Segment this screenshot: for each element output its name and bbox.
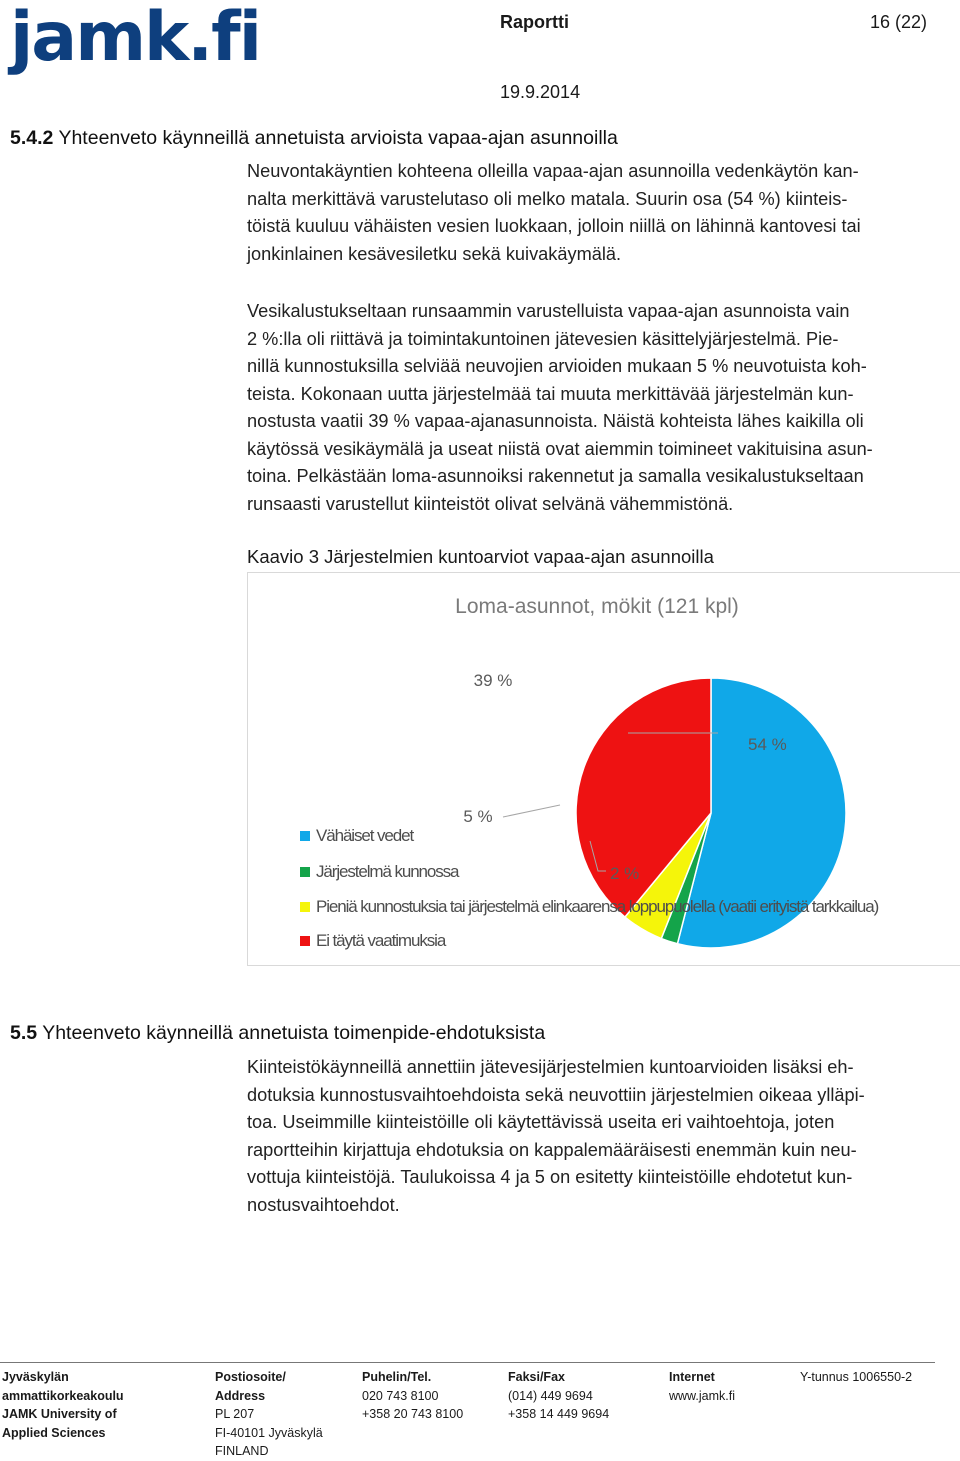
footer-text: Internet xyxy=(669,1370,715,1384)
section-heading-5-5 xyxy=(10,1022,545,1045)
line: toa. Useimmille kiinteistöille oli käytettävissä useita eri vaihtoehtoja, joten xyxy=(247,1112,835,1132)
line: nalta merkittävä varustelutaso oli melko matala. Suurin osa (54 %) kiinteis- xyxy=(247,188,848,209)
line: toina. Pelkästään loma-asunnoiksi rakennetut ja samalla vesikalustukseltaan xyxy=(247,466,864,486)
line: Vesikalustukseltaan runsaammin varustelluista vapaa-ajan asunnoista vain xyxy=(247,301,850,321)
line: Kiinteistökäynneillä annettiin jätevesijärjestelmien kuntoarvioiden lisäksi eh- xyxy=(247,1057,854,1077)
line: jonkinlainen kesävesiletku sekä kuivakäymälä. xyxy=(247,243,622,264)
footer-text: Puhelin/Tel. xyxy=(362,1370,432,1384)
footer-col-business-id xyxy=(800,1368,912,1387)
legend-label: Järjestelmä kunnossa xyxy=(316,862,459,881)
legend-label: Ei täytä vaatimuksia xyxy=(316,931,446,950)
line: nostusta vaatii 39 % vapaa-ajanasunnoista. Näistä kohteista lähes kaikilla oli xyxy=(247,411,864,431)
footer-link[interactable]: www.jamk.fi xyxy=(669,1388,735,1403)
footer-text: Applied Sciences xyxy=(2,1425,106,1440)
data-label: 5 % xyxy=(463,807,493,826)
footer-text: FI-40101 Jyväskylä xyxy=(215,1425,323,1440)
footer-text: +358 20 743 8100 xyxy=(362,1407,464,1421)
pie-chart xyxy=(248,573,960,967)
footer-text: Postiosoite/ xyxy=(215,1370,286,1384)
section-number: 5.4.2 xyxy=(10,127,54,149)
footer-text: Faksi/Fax xyxy=(508,1370,565,1384)
section-heading-5-4-2 xyxy=(10,127,618,150)
line: vottuja kiinteistöjä. Taulukoissa 4 ja 5 on esitetty kiinteistöille ehdotetut kun- xyxy=(247,1167,853,1187)
footer-text: FINLAND xyxy=(215,1444,269,1458)
footer-text: JAMK University of xyxy=(2,1407,117,1421)
line: teista. Kokonaan uutta järjestelmää tai muuta merkittävää järjestelmän kun- xyxy=(247,383,854,404)
pie-chart-container xyxy=(247,572,960,966)
chart-caption: Kaavio 3 Järjestelmien kuntoarviot vapaa-ajan asunnoilla xyxy=(247,546,714,567)
paragraph-2 xyxy=(247,298,952,518)
section-title: Yhteenveto käynneillä annetuista arvioista vapaa-ajan asunnoilla xyxy=(58,127,618,149)
page-footer xyxy=(0,1362,960,1458)
footer-col-internet xyxy=(669,1368,735,1405)
data-label: 2 % xyxy=(610,864,640,883)
footer-text: 020 743 8100 xyxy=(362,1388,439,1403)
report-date: 19.9.2014 xyxy=(500,82,581,102)
footer-col-address xyxy=(215,1368,323,1461)
section-number: 5.5 xyxy=(10,1022,38,1044)
footer-text: ammattikorkeakoulu xyxy=(2,1388,124,1403)
data-label: 54 % xyxy=(748,735,787,754)
line: nostusvaihtoehdot. xyxy=(247,1194,400,1215)
footer-text: (014) 449 9694 xyxy=(508,1388,593,1403)
line: raportteihin kirjattuja ehdotuksia on kappalemääräisesti enemmän kuin neu- xyxy=(247,1139,857,1160)
line: töistä kuuluu vähäisten vesien luokkaan, jolloin niillä on lähinnä kantovesi tai xyxy=(247,216,861,236)
footer-text: Y-tunnus 1006550-2 xyxy=(800,1370,913,1384)
legend-label: Vähäiset vedet xyxy=(316,826,414,845)
paragraph-1 xyxy=(247,158,952,268)
report-label: Raportti xyxy=(500,12,569,32)
footer-text: PL 207 xyxy=(215,1407,255,1421)
paragraph-3 xyxy=(247,1054,952,1219)
footer-col-fax xyxy=(508,1368,609,1424)
line: Neuvontakäyntien kohteena olleilla vapaa-ajan asunnoilla vedenkäytön kan- xyxy=(247,161,859,181)
leader-line xyxy=(503,805,560,817)
footer-col-phone xyxy=(362,1368,463,1424)
legend-label: Pieniä kunnostuksia tai järjestelmä elinkaarensa loppupuolella (vaatii erityistä tarkkailua) xyxy=(316,897,879,916)
chart-title: Loma-asunnot, mökit (121 kpl) xyxy=(455,595,739,618)
legend-swatch xyxy=(300,936,310,946)
line: käytössä vesikäymälä ja useat niistä ovat aiemmin toimineet vakituisina asun- xyxy=(247,438,873,459)
footer-text: +358 14 449 9694 xyxy=(508,1407,610,1421)
footer-divider xyxy=(0,1362,935,1363)
footer-text: Jyväskylän xyxy=(2,1370,69,1384)
jamk-logo: jamk.fi xyxy=(10,0,260,77)
legend-swatch xyxy=(300,831,310,841)
legend-swatch xyxy=(300,867,310,877)
data-label: 39 % xyxy=(473,671,513,690)
footer-text: Address xyxy=(215,1388,266,1403)
page-number: 16 (22) xyxy=(870,12,928,32)
line: 2 %:lla oli riittävä ja toimintakuntoinen jätevesien käsittelyjärjestelmä. Pie- xyxy=(247,328,839,349)
legend-swatch xyxy=(300,902,310,912)
footer-col-org xyxy=(2,1368,124,1442)
line: runsaasti varustellut kiinteistöt olivat selvänä vähemmistönä. xyxy=(247,493,734,514)
line: dotuksia kunnostusvaihtoehdoista sekä neuvottiin järjestelmien oikeaa ylläpi- xyxy=(247,1084,865,1105)
section-title: Yhteenveto käynneillä annetuista toimenpide-ehdotuksista xyxy=(42,1022,546,1044)
line: nillä kunnostuksilla selviää neuvojien arvioiden mukaan 5 % neuvotuista koh- xyxy=(247,356,867,376)
